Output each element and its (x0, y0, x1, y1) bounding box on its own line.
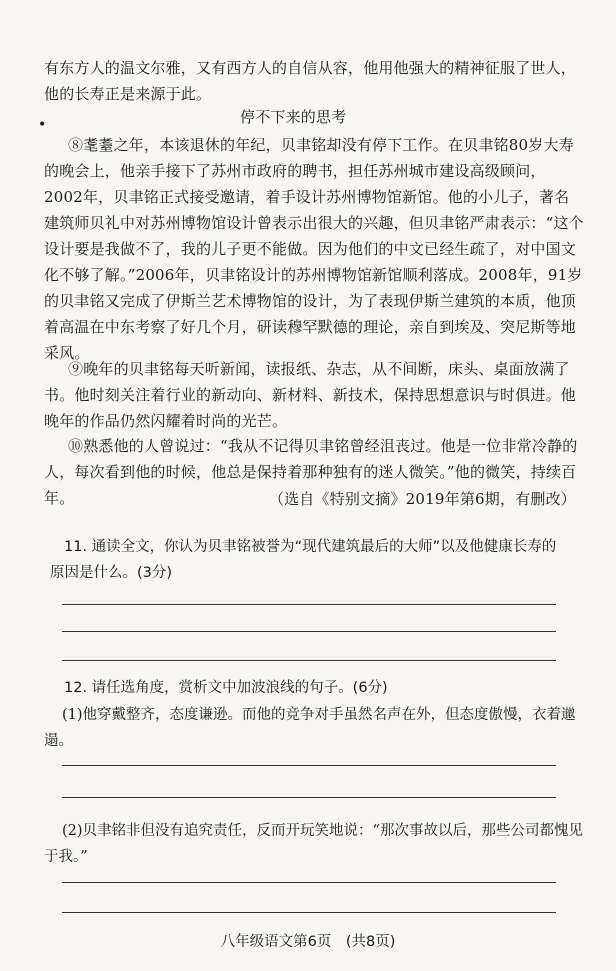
answer-line[interactable] (62, 912, 556, 913)
answer-line[interactable] (62, 604, 556, 605)
answer-line[interactable] (62, 882, 556, 883)
sentence-1: (1)他穿戴整齐，态度谦逊。而他的竞争对手虽然名声在外，但态度傲慢，衣着邋遢。 (44, 707, 576, 749)
bullet-mark: • (38, 117, 47, 133)
answer-line[interactable] (62, 765, 556, 766)
paragraph-9: ⑨晚年的贝聿铭每天听新闻，读报纸、杂志，从不间断，床头、桌面放满了书。他时刻关注着行业的新动向、新材料、新技术，保持思想意识与时俱进。他晚年的作品仍然闪耀着时尚的光芒。 (44, 360, 577, 430)
answer-line[interactable] (62, 797, 556, 798)
answer-line[interactable] (62, 660, 556, 661)
paragraph-8: ⑧耄耋之年，本该退休的年纪，贝聿铭却没有停下工作。在贝聿铭80岁大寿的晚会上，他亲手接下了苏州市政府的聘书，担任苏州城市建设高级顾问，2002年，贝聿铭正式接受邀请，着手设计苏州博物馆新馆。他的小儿子，著名建筑师贝礼中对苏州博物馆设计曾表示出很大的兴趣，但贝聿铭严肃表示：“这个设计要是我做不了，我的儿子更不能做。因为他们的中文已经生疏了，对中国文化不够了解。”2006年，贝聿铭设计的苏州博物馆新馆顺利落成。2008年，91岁的贝聿铭又完成了伊斯兰艺术博物馆的设计，为了表现伊斯兰建筑的本质，他顶着高温在中东考察了好几个月，研读穆罕默德的理论，亲自到埃及、突尼斯等地采风。 (44, 136, 584, 362)
intro-paragraph: 有东方人的温文尔雅，又有西方人的自信从容，他用他强大的精神征服了世人，他的长寿正是来源于此。 (44, 59, 577, 103)
section-title: 停不下来的思考 (240, 108, 347, 126)
question-12: 12. 请任选角度，赏析文中加波浪线的句子。(6分) (64, 680, 388, 696)
answer-line[interactable] (62, 631, 556, 632)
paragraph-10: ⑩熟悉他的人曾说过：“我从不记得贝聿铭曾经沮丧过。他是一位非常冷静的人，每次看到他的时候，他总是保持着那种独有的迷人微笑。”他的微笑，持续百年。 (44, 437, 578, 507)
page-footer: 八年级语文第6页 (共8页) (220, 934, 396, 950)
sentence-2: (2)贝聿铭非但没有追究责任，反而开玩笑地说：“那次事故以后，那些公司都愧见于我。” (44, 823, 583, 865)
question-11: 11. 通读全文，你认为贝聿铭被誉为“现代建筑最后的大师”以及他健康长寿的原因是什么。(3分) (50, 539, 557, 581)
source-citation: （选自《特别文摘》2019年第6期，有删改） (268, 490, 576, 508)
